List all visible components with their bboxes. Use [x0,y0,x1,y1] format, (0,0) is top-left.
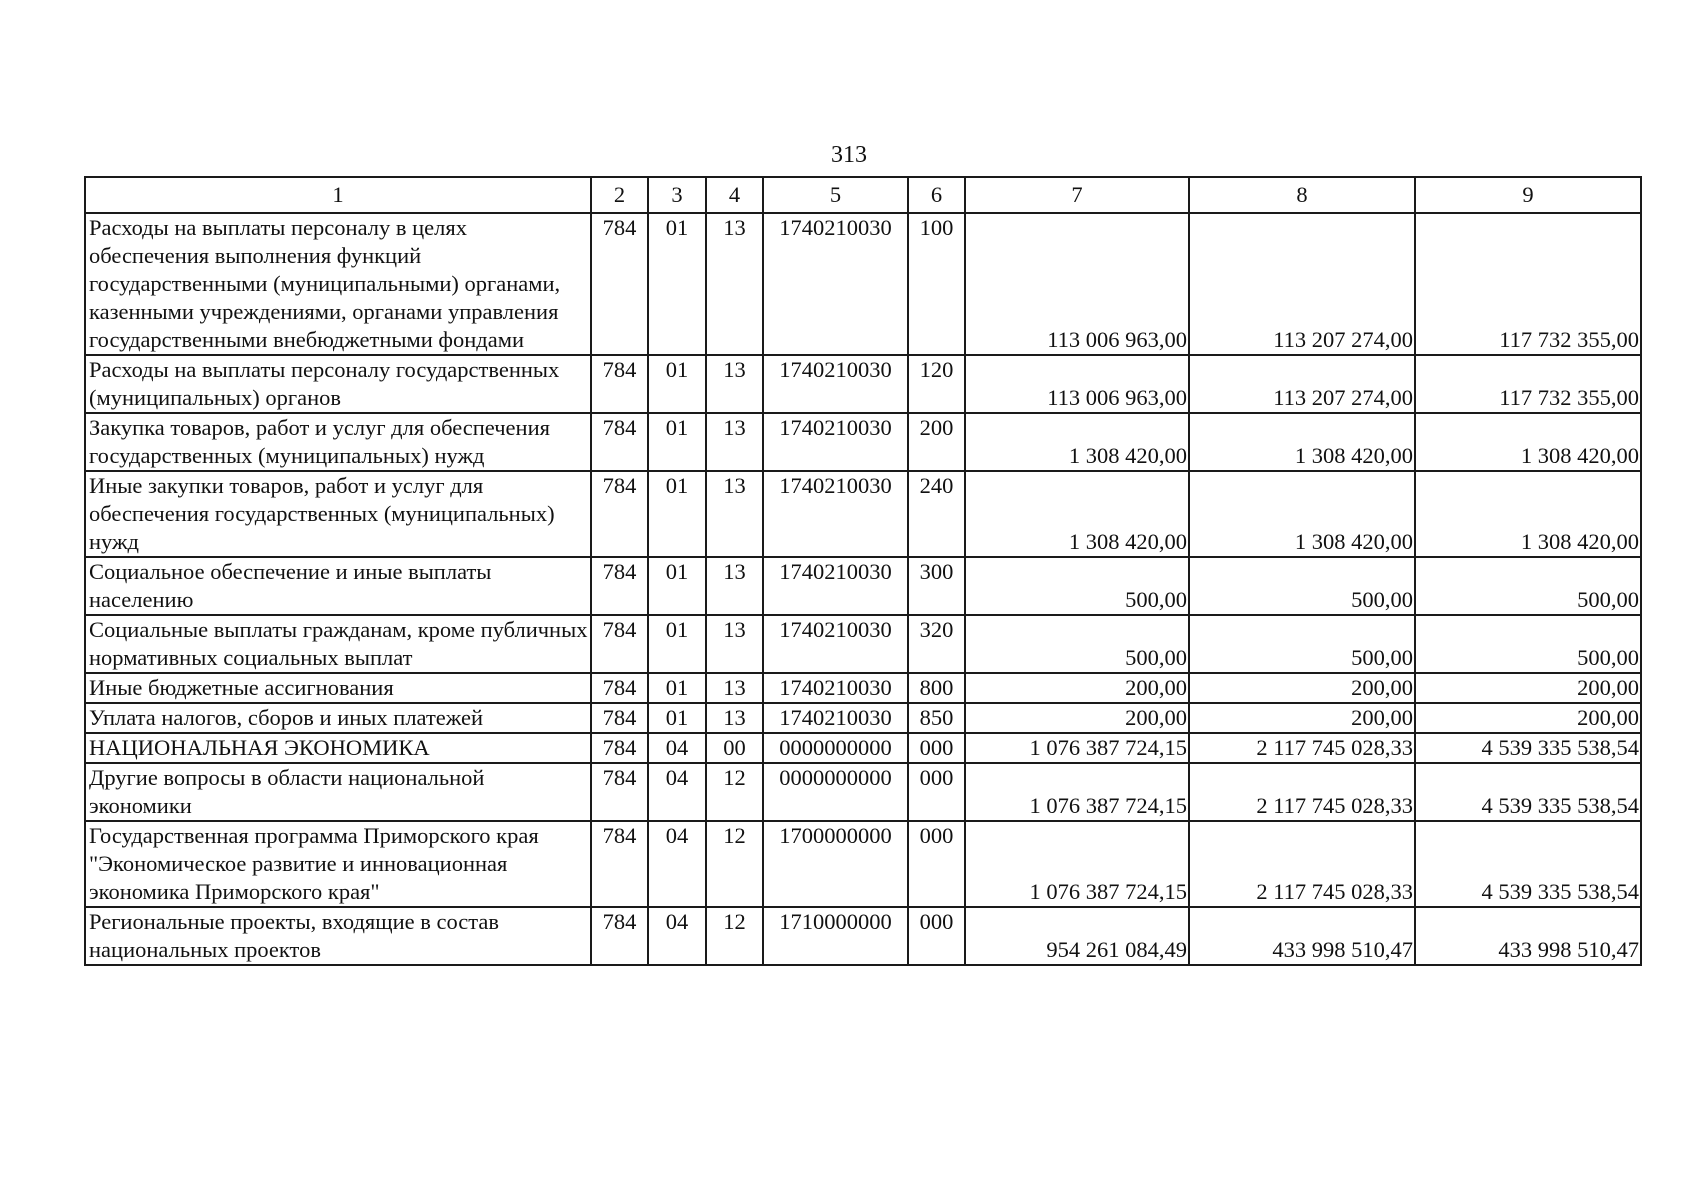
amount-col8-cell: 2 117 745 028,33 [1189,763,1415,821]
target-article-cell: 1740210030 [763,355,908,413]
amount-col9-cell: 4 539 335 538,54 [1415,763,1641,821]
target-article-cell: 0000000000 [763,733,908,763]
target-article-cell: 1740210030 [763,703,908,733]
subsection-code-cell: 13 [706,355,763,413]
expense-type-cell: 100 [908,213,965,355]
header-cell-1: 1 [85,177,591,213]
section-code-cell: 04 [648,821,706,907]
header-cell-8: 8 [1189,177,1415,213]
header-row [85,177,1641,213]
amount-col8-cell: 1 308 420,00 [1189,413,1415,471]
amount-col9-cell: 433 998 510,47 [1415,907,1641,965]
budget-table [84,176,1642,966]
amount-col9-cell: 500,00 [1415,615,1641,673]
expense-name-cell: Другие вопросы в области национальной экономики [85,763,591,821]
expense-name-cell: Социальное обеспечение и иные выплаты населению [85,557,591,615]
expense-name-cell: Государственная программа Приморского края "Экономическое развитие и инновационная экономика Приморского края" [85,821,591,907]
admin-code-cell: 784 [591,355,648,413]
admin-code-cell: 784 [591,557,648,615]
section-code-cell: 01 [648,213,706,355]
amount-col7-cell: 1 076 387 724,15 [965,763,1189,821]
section-code-cell: 04 [648,733,706,763]
amount-col9-cell: 1 308 420,00 [1415,413,1641,471]
subsection-code-cell: 13 [706,471,763,557]
expense-name-cell: Уплата налогов, сборов и иных платежей [85,703,591,733]
subsection-code-cell: 13 [706,557,763,615]
section-code-cell: 01 [648,615,706,673]
amount-col7-cell: 200,00 [965,703,1189,733]
expense-type-cell: 240 [908,471,965,557]
section-code-cell: 04 [648,907,706,965]
expense-type-cell: 000 [908,907,965,965]
page-number: 313 [831,142,867,168]
section-code-cell: 01 [648,413,706,471]
subsection-code-cell: 13 [706,413,763,471]
admin-code-cell: 784 [591,413,648,471]
section-code-cell: 04 [648,763,706,821]
amount-col8-cell: 1 308 420,00 [1189,471,1415,557]
section-code-cell: 01 [648,557,706,615]
header-cell-7: 7 [965,177,1189,213]
amount-col7-cell: 1 308 420,00 [965,413,1189,471]
subsection-code-cell: 13 [706,213,763,355]
amount-col7-cell: 1 076 387 724,15 [965,821,1189,907]
table-row [85,557,1641,615]
subsection-code-cell: 13 [706,703,763,733]
table-row [85,907,1641,965]
target-article-cell: 1740210030 [763,673,908,703]
subsection-code-cell: 13 [706,673,763,703]
header-cell-6: 6 [908,177,965,213]
admin-code-cell: 784 [591,615,648,673]
table-row [85,471,1641,557]
target-article-cell: 1740210030 [763,557,908,615]
expense-name-cell: Расходы на выплаты персоналу государственных (муниципальных) органов [85,355,591,413]
admin-code-cell: 784 [591,821,648,907]
target-article-cell: 1710000000 [763,907,908,965]
amount-col8-cell: 500,00 [1189,615,1415,673]
target-article-cell: 1740210030 [763,213,908,355]
expense-name-cell: Региональные проекты, входящие в состав национальных проектов [85,907,591,965]
subsection-code-cell: 12 [706,821,763,907]
amount-col9-cell: 4 539 335 538,54 [1415,821,1641,907]
header-cell-4: 4 [706,177,763,213]
expense-type-cell: 300 [908,557,965,615]
header-cell-2: 2 [591,177,648,213]
target-article-cell: 1740210030 [763,471,908,557]
amount-col8-cell: 113 207 274,00 [1189,355,1415,413]
table-row [85,763,1641,821]
expense-type-cell: 000 [908,733,965,763]
admin-code-cell: 784 [591,471,648,557]
amount-col7-cell: 113 006 963,00 [965,213,1189,355]
amount-col8-cell: 500,00 [1189,557,1415,615]
amount-col7-cell: 500,00 [965,615,1189,673]
admin-code-cell: 784 [591,763,648,821]
expense-name-cell: Социальные выплаты гражданам, кроме публичных нормативных социальных выплат [85,615,591,673]
subsection-code-cell: 12 [706,907,763,965]
amount-col9-cell: 200,00 [1415,673,1641,703]
table-row [85,413,1641,471]
table-row [85,821,1641,907]
target-article-cell: 1740210030 [763,615,908,673]
table-row [85,703,1641,733]
amount-col9-cell: 117 732 355,00 [1415,355,1641,413]
admin-code-cell: 784 [591,213,648,355]
table-row [85,355,1641,413]
table-row [85,673,1641,703]
expense-name-cell: Расходы на выплаты персоналу в целях обеспечения выполнения функций государственными (муниципальными) органами, казенными учреждениями, органами управления государственными внебюджетными фондами [85,213,591,355]
section-code-cell: 01 [648,673,706,703]
section-code-cell: 01 [648,471,706,557]
amount-col8-cell: 433 998 510,47 [1189,907,1415,965]
admin-code-cell: 784 [591,703,648,733]
amount-col8-cell: 113 207 274,00 [1189,213,1415,355]
expense-name-cell: Закупка товаров, работ и услуг для обеспечения государственных (муниципальных) нужд [85,413,591,471]
target-article-cell: 0000000000 [763,763,908,821]
amount-col7-cell: 200,00 [965,673,1189,703]
amount-col7-cell: 954 261 084,49 [965,907,1189,965]
amount-col8-cell: 2 117 745 028,33 [1189,733,1415,763]
header-cell-3: 3 [648,177,706,213]
admin-code-cell: 784 [591,907,648,965]
subsection-code-cell: 13 [706,615,763,673]
amount-col7-cell: 500,00 [965,557,1189,615]
expense-name-cell: НАЦИОНАЛЬНАЯ ЭКОНОМИКА [85,733,591,763]
expense-type-cell: 800 [908,673,965,703]
admin-code-cell: 784 [591,673,648,703]
amount-col9-cell: 200,00 [1415,703,1641,733]
amount-col9-cell: 1 308 420,00 [1415,471,1641,557]
table-body [85,177,1641,965]
target-article-cell: 1740210030 [763,413,908,471]
subsection-code-cell: 00 [706,733,763,763]
amount-col8-cell: 200,00 [1189,673,1415,703]
subsection-code-cell: 12 [706,763,763,821]
section-code-cell: 01 [648,703,706,733]
target-article-cell: 1700000000 [763,821,908,907]
header-cell-9: 9 [1415,177,1641,213]
header-cell-5: 5 [763,177,908,213]
expense-name-cell: Иные закупки товаров, работ и услуг для обеспечения государственных (муниципальных) нужд [85,471,591,557]
amount-col9-cell: 500,00 [1415,557,1641,615]
amount-col8-cell: 2 117 745 028,33 [1189,821,1415,907]
amount-col8-cell: 200,00 [1189,703,1415,733]
amount-col9-cell: 4 539 335 538,54 [1415,733,1641,763]
expense-type-cell: 850 [908,703,965,733]
amount-col7-cell: 1 076 387 724,15 [965,733,1189,763]
section-code-cell: 01 [648,355,706,413]
table-row [85,615,1641,673]
expense-type-cell: 120 [908,355,965,413]
expense-name-cell: Иные бюджетные ассигнования [85,673,591,703]
table-row [85,733,1641,763]
expense-type-cell: 000 [908,821,965,907]
amount-col7-cell: 113 006 963,00 [965,355,1189,413]
amount-col9-cell: 117 732 355,00 [1415,213,1641,355]
expense-type-cell: 320 [908,615,965,673]
amount-col7-cell: 1 308 420,00 [965,471,1189,557]
admin-code-cell: 784 [591,733,648,763]
table-row [85,213,1641,355]
expense-type-cell: 200 [908,413,965,471]
expense-type-cell: 000 [908,763,965,821]
